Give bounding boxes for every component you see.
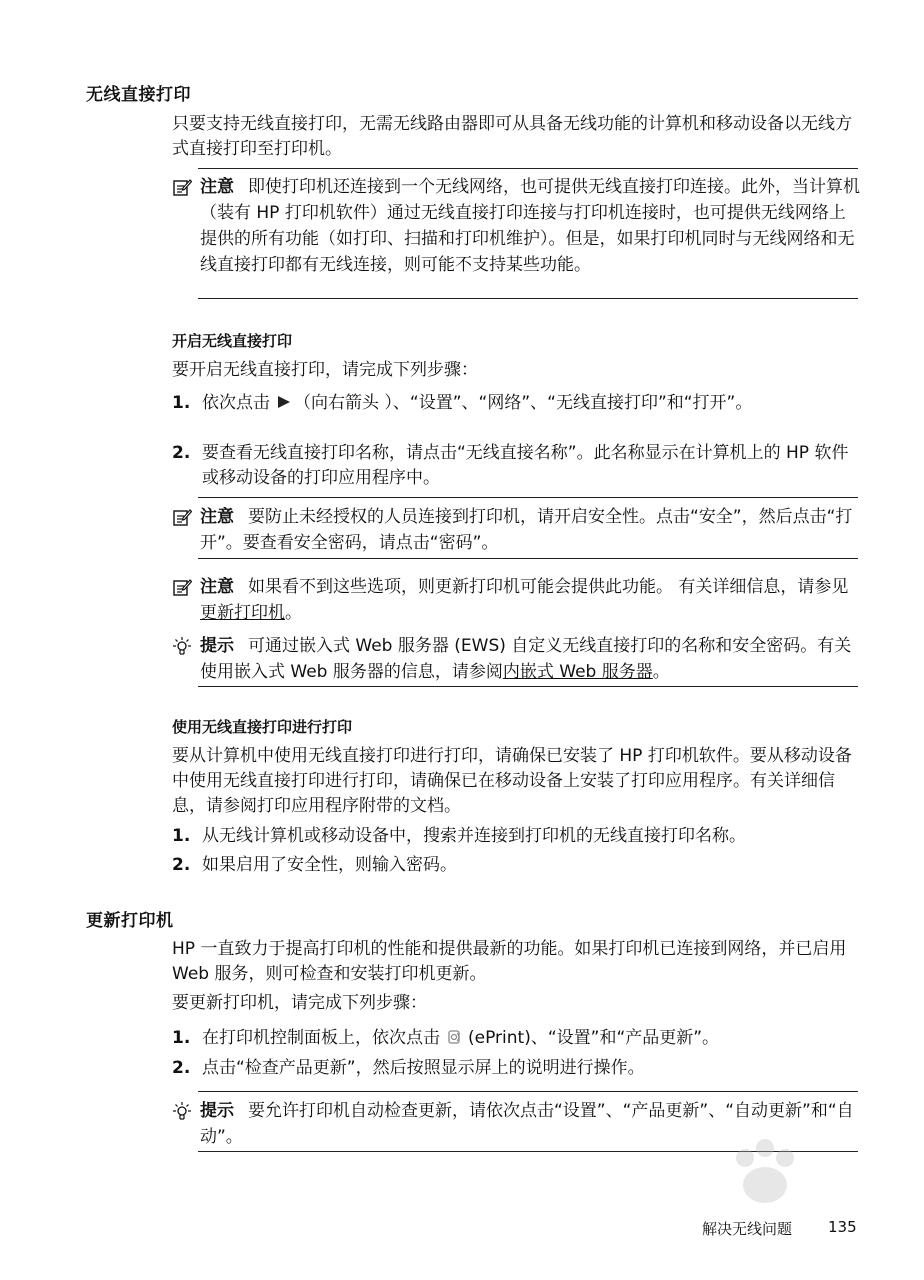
step-number: 1. (172, 393, 191, 413)
step-text-post: (ePrint)、“设置”和“产品更新”。 (468, 1028, 720, 1048)
note-box (172, 574, 862, 626)
note-text: 即使打印机还连接到一个无线网络，也可提供无线直接打印连接。此外，当计算机（装有 HP 打印机软件）通过无线直接打印连接与打印机连接时，也可提供无线网络上提供的所有功能（如打印、扫描和打印机维护）。但是，如果打印机同时与无线网络和无线直接打印都有无线连接，则可能不支持某些功能。 (200, 177, 860, 275)
note-label: 注意 (200, 507, 234, 527)
step-number: 2. (172, 855, 191, 875)
ews-link[interactable]: 内嵌式 Web 服务器 (502, 662, 653, 682)
section-heading-update-printer: 更新打印机 (86, 911, 174, 931)
lightbulb-icon (172, 1101, 192, 1121)
divider (198, 168, 858, 169)
list-item (172, 824, 862, 849)
divider (198, 298, 858, 299)
paragraph: 要更新打印机，请完成下列步骤： (172, 993, 427, 1013)
note-label: 注意 (200, 577, 234, 597)
divider (198, 686, 858, 687)
step-text-pre: 依次点击 (202, 393, 270, 413)
tip-text-end: 。 (652, 662, 670, 682)
step-text: 要查看无线直接打印名称，请点击“无线直接名称”。此名称显示在计算机上的 HP 软件或移动设备的打印应用程序中。 (202, 443, 849, 488)
step-number: 2. (172, 1058, 191, 1078)
note-box (172, 504, 862, 556)
tip-label: 提示 (200, 1101, 234, 1121)
right-arrow-icon (276, 395, 292, 409)
section-heading-wireless-direct: 无线直接打印 (86, 85, 191, 105)
list-item (172, 1026, 862, 1051)
footer-section-title: 解决无线问题 (702, 1220, 793, 1238)
step-text: 如果启用了安全性，则输入密码。 (202, 855, 457, 875)
note-text: 要防止未经授权的人员连接到打印机，请开启安全性。点击“安全”，然后点击“打开”。要查看安全密码，请点击“密码”。 (200, 507, 853, 553)
list-item (172, 391, 862, 416)
paragraph: 要开启无线直接打印，请完成下列步骤： (172, 360, 478, 380)
step-number: 2. (172, 443, 191, 463)
eprint-icon (446, 1029, 464, 1045)
list-item (172, 853, 862, 878)
note-label: 注意 (200, 177, 234, 197)
note-box (172, 174, 862, 278)
tip-label: 提示 (200, 636, 234, 656)
note-icon (172, 507, 192, 527)
section-intro: HP 一直致力于提高打印机的性能和提供最新的功能。如果打印机已连接到网络，并已启用 Web 服务，则可检查和安装打印机更新。 (172, 939, 847, 984)
divider (198, 497, 858, 498)
paragraph: 要从计算机中使用无线直接打印进行打印，请确保已安装了 HP 打印机软件。要从移动设备中使用无线直接打印进行打印，请确保已在移动设备上安装了打印应用程序。有关详细信息，请参阅打印应用程序附带的文档。 (172, 746, 852, 816)
step-text-post: （向右箭头 ）、“设置”、“网络”、“无线直接打印”和“打开”。 (294, 393, 753, 413)
note-icon (172, 577, 192, 597)
lightbulb-icon (172, 636, 192, 656)
step-number: 1. (172, 826, 191, 846)
section-intro: 只要支持无线直接打印，无需无线路由器即可从具备无线功能的计算机和移动设备以无线方式直接打印至打印机。 (172, 114, 852, 159)
step-number: 1. (172, 1028, 191, 1048)
tip-text: 可通过嵌入式 Web 服务器 (EWS) 自定义无线直接打印的名称和安全密码。有关使用嵌入式 Web 服务器的信息，请参阅 (200, 636, 852, 682)
divider (198, 1091, 858, 1092)
tip-box (172, 633, 862, 685)
page-number: 135 (828, 1218, 857, 1236)
note-text-end: 。 (285, 603, 302, 623)
step-text-pre: 在打印机控制面板上，依次点击 (202, 1028, 440, 1048)
note-icon (172, 177, 192, 197)
tip-text: 要允许打印机自动检查更新，请依次点击“设置”、“产品更新”、“自动更新”和“自动”。 (200, 1101, 854, 1147)
subheading-enable-wireless-direct: 开启无线直接打印 (172, 332, 293, 350)
note-text: 如果看不到这些选项，则更新打印机可能会提供此功能。 有关详细信息，请参见 (248, 577, 849, 597)
subheading-print-wireless-direct: 使用无线直接打印进行打印 (172, 718, 353, 736)
list-item (172, 441, 862, 491)
list-item (172, 1056, 862, 1081)
step-text: 点击“检查产品更新”，然后按照显示屏上的说明进行操作。 (202, 1058, 645, 1078)
divider (198, 558, 858, 559)
step-text: 从无线计算机或移动设备中，搜索并连接到打印机的无线直接打印名称。 (202, 826, 746, 846)
update-printer-link[interactable]: 更新打印机 (200, 603, 285, 623)
